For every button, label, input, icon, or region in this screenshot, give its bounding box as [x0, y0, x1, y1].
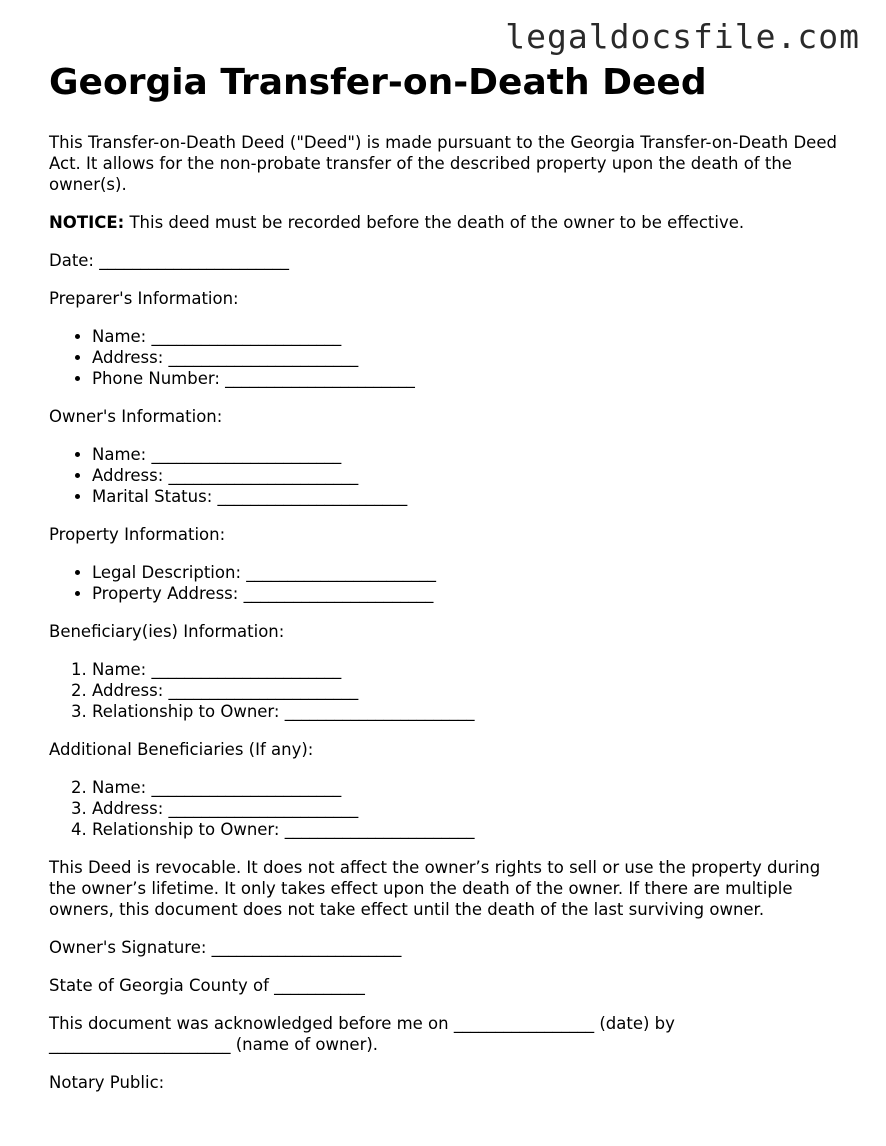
beneficiaries-heading: Beneficiary(ies) Information:: [49, 622, 285, 641]
property-heading: Property Information:: [49, 525, 226, 544]
notice-label: NOTICE:: [49, 213, 125, 232]
owner-marital-status-line: • Marital Status: _______________________: [92, 486, 849, 507]
watermark: legaldocsfile.com: [505, 17, 860, 56]
additional-beneficiary-address-line: 3. Address: _______________________: [92, 798, 849, 819]
intro-paragraph: This Transfer-on-Death Deed ("Deed") is made pursuant to the Georgia Transfer-on-Death Deed Act. It allows for the non-probate transfer of the described property upon the death of the owner(s).: [49, 133, 837, 194]
owner-address-line: • Address: _______________________: [92, 465, 849, 486]
additional-beneficiaries-list: [49, 777, 849, 840]
property-list: [49, 562, 849, 604]
property-legal-description-line: • Legal Description: _______________________: [92, 562, 849, 583]
acknowledgment-paragraph: This document was acknowledged before me on _________________ (date) by ______________________ (name of owner).: [49, 1014, 675, 1054]
owner-name-line: • Name: _______________________: [92, 444, 849, 465]
preparer-list: [49, 326, 849, 389]
notary-public-label: Notary Public:: [49, 1073, 165, 1092]
property-address-line: • Property Address: _______________________: [92, 583, 849, 604]
county-line: State of Georgia County of ___________: [49, 976, 365, 995]
preparer-name-line: • Name: _______________________: [92, 326, 849, 347]
beneficiary-address-line: 2. Address: _______________________: [92, 680, 849, 701]
owner-signature-line: Owner's Signature: _______________________: [49, 938, 402, 957]
additional-beneficiary-name-line: 2. Name: _______________________: [92, 777, 849, 798]
notice-paragraph: [49, 212, 849, 233]
preparer-address-line: • Address: _______________________: [92, 347, 849, 368]
additional-beneficiary-relationship-line: 4. Relationship to Owner: _______________________: [92, 819, 849, 840]
document-title: Georgia Transfer-on-Death Deed: [49, 62, 707, 103]
document-page: [49, 60, 849, 1110]
beneficiaries-list: [49, 659, 849, 722]
beneficiary-name-line: 1. Name: _______________________: [92, 659, 849, 680]
preparer-heading: Preparer's Information:: [49, 289, 239, 308]
owner-heading: Owner's Information:: [49, 407, 223, 426]
revocable-paragraph: This Deed is revocable. It does not affect the owner’s rights to sell or use the property during the owner’s lifetime. It only takes effect upon the death of the owner. If there are multiple owners, this document does not take effect until the death of the last surviving owner.: [49, 858, 821, 919]
additional-beneficiaries-heading: Additional Beneficiaries (If any):: [49, 740, 314, 759]
notice-text: This deed must be recorded before the death of the owner to be effective.: [124, 213, 745, 232]
date-line: Date: _______________________: [49, 251, 289, 270]
preparer-phone-line: • Phone Number: _______________________: [92, 368, 849, 389]
owner-list: [49, 444, 849, 507]
beneficiary-relationship-line: 3. Relationship to Owner: _______________________: [92, 701, 849, 722]
